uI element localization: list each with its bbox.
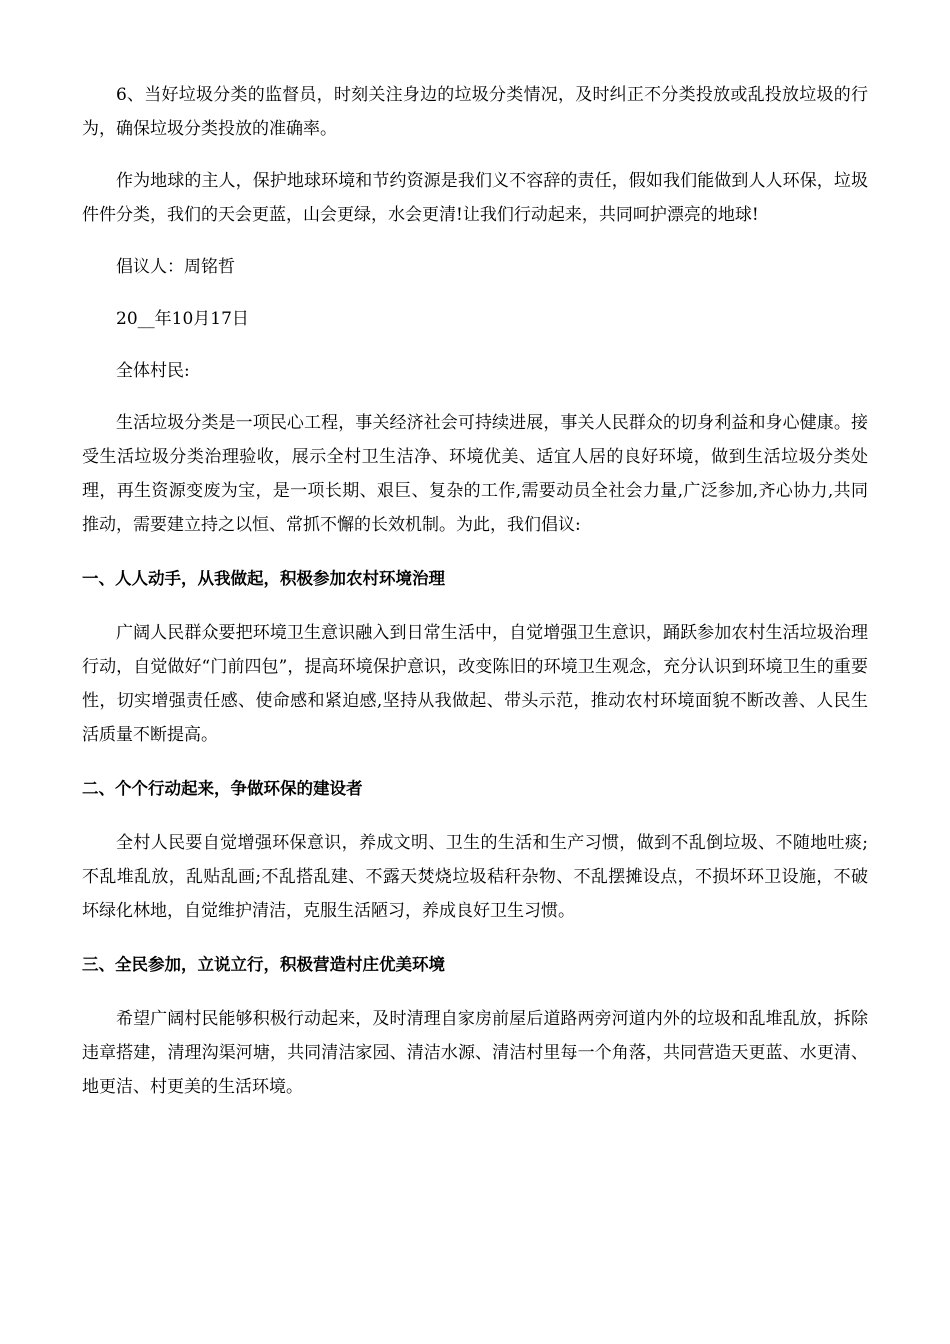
section-heading-1: 一、人人动手，从我做起，积极参加农村环境治理 [82, 569, 445, 588]
section-heading-3: 三、全民参加，立说立行，积极营造村庄优美环境 [82, 955, 445, 974]
paragraph-intro: 生活垃圾分类是一项民心工程，事关经济社会可持续进展，事关人民群众的切身利益和身心健康。接受生活垃圾分类治理验收，展示全村卫生洁净、环境优美、适宜人居的良好环境，做到生活垃圾分类处理，再生资源变废为宝，是一项长期、艰巨、复杂的工作,需要动员全社会力量,广泛参加,齐心协力,共同推动，需要建立持之以恒、常抓不懈的长效机制。为此，我们倡议: [82, 413, 868, 535]
paragraph-section-1: 广阔人民群众要把环境卫生意识融入到日常生活中，自觉增强卫生意识，踊跃参加农村生活垃圾治理行动，自觉做好“门前四包”，提高环境保护意识，改变陈旧的环境卫生观念，充分认识到环境卫生的重要性，切实增强责任感、使命感和紧迫感,坚持从我做起、带头示范，推动农村环境面貌不断改善、人民生活质量不断提高。 [82, 623, 868, 745]
paragraph-section-3: 希望广阔村民能够积极行动起来，及时清理自家房前屋后道路两旁河道内外的垃圾和乱堆乱放，拆除违章搭建，清理沟渠河塘，共同清洁家园、清洁水源、清洁村里每一个角落，共同营造天更蓝、水更清、地更洁、村更美的生活环境。 [82, 1009, 868, 1097]
paragraph-section-2: 全村人民要自觉增强环保意识，养成文明、卫生的生活和生产习惯，做到不乱倒垃圾、不随地吐痰;不乱堆乱放，乱贴乱画;不乱搭乱建、不露天焚烧垃圾秸秆杂物、不乱摆摊设点，不损坏环卫设施，不破坏绿化林地，自觉维护清洁，克服生活陋习，养成良好卫生习惯。 [82, 833, 868, 921]
paragraph-item-6: 6、当好垃圾分类的监督员，时刻关注身边的垃圾分类情况，及时纠正不分类投放或乱投放垃圾的行为，确保垃圾分类投放的准确率。 [82, 85, 868, 139]
section-heading-2: 二、个个行动起来，争做环保的建设者 [82, 779, 363, 798]
document-page [82, 78, 868, 1104]
salutation: 全体村民: [116, 361, 190, 381]
paragraph-earth-responsibility: 作为地球的主人，保护地球环境和节约资源是我们义不容辞的责任，假如我们能做到人人环保，垃圾件件分类，我们的天会更蓝，山会更绿，水会更清!让我们行动起来，共同呵护漂亮的地球! [82, 171, 868, 225]
signature-line: 倡议人：周铭哲 [116, 257, 235, 277]
date-line: 20__年10月17日 [116, 309, 249, 329]
